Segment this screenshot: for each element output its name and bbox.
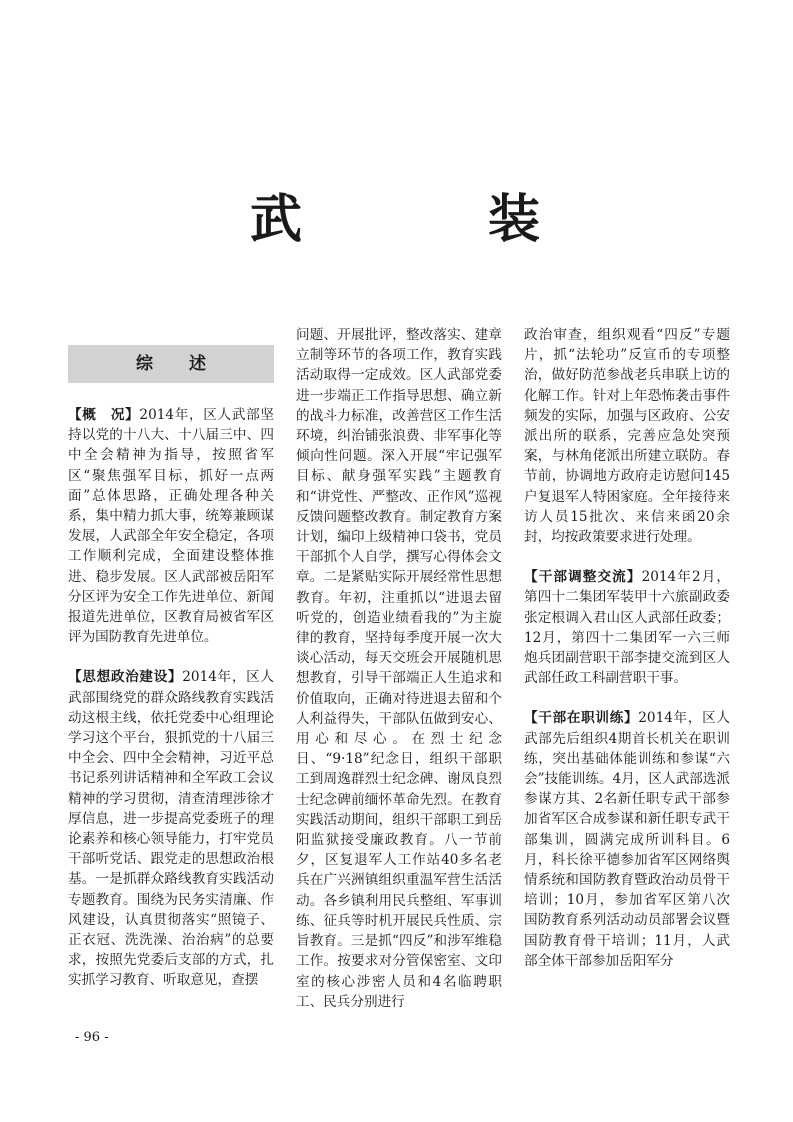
section-title: 综述: [136, 353, 242, 374]
page-number: - 96 -: [75, 1030, 109, 1045]
chapter-title-char-1: 武: [250, 190, 303, 250]
paragraph-political: [68, 667, 274, 990]
paragraph-heading: 【干部在职训练】: [524, 710, 639, 727]
chapter-title: [0, 185, 793, 255]
paragraph-heading: 【思想政治建设】: [68, 669, 183, 686]
paragraph-continued: [524, 325, 730, 547]
paragraph-heading: 【干部调整交流】: [524, 569, 642, 586]
chapter-title-char-2: 装: [488, 190, 541, 250]
section-banner: [68, 345, 274, 383]
paragraph-heading: 【概 况】: [68, 407, 140, 423]
paragraph-text: 2014年，区人武部围绕党的群众路线教育实践活动这根主线，依托党委中心组理论学习这个平台，狠抓党的十八届三中全会、四中全会精神，习近平总书记系列讲话精神和全军政工会议精神的学习贯彻，清查清理涉徐才厚信息，进一步提高党委班子的理论素养和核心领导能力，打牢党员干部听党话、跟党走的思想政治根基。一是抓群众路线教育实践活动专题教育。围绕为民务实清廉、作风建设，认真贯彻落实“照镜子、正衣冠、洗洗澡、治治病”的总要求，按照先党委后支部的方式，扎实抓学习教育、听取意见，查摆: [68, 669, 274, 989]
column-right: [524, 325, 730, 991]
column-middle: [296, 325, 502, 1012]
column-left: [68, 345, 274, 1011]
paragraph-cadre-training: [524, 708, 730, 971]
paragraph-text: 2014年2月，第四十二集团军装甲十六旅副政委张定根调入君山区人武部任政委；12月，第四十二集团军一六三师炮兵团副营职干部李捷交流到区人武部任政工科副营职干事。: [524, 569, 730, 687]
paragraph-cadre-transfer: [524, 567, 730, 688]
paragraph-overview: [68, 405, 274, 647]
paragraph-text: 2014年，区人武部先后组织4期首长机关在职训练，突出基础体能训练和参谋“六会”技能训练。4月，区人武部选派参谋方其、2名新任职专武干部参加省军区合成参谋和新任职专武干部集训，圆满完成所训科目。6月，科长徐平德参加省军区网络舆情系统和国防教育暨政治动员骨干培训；10月，参加省军区第八次国防教育系列活动动员部署会议暨国防教育骨干培训；11月，人武部全体干部参加岳阳军分: [524, 710, 730, 969]
paragraph-text: 政治审查，组织观看“四反”专题片，抓“法轮功”反宣币的专项整治，做好防范参战老兵串联上访的化解工作。针对上年恐怖袭击事件频发的实际，加强与区政府、公安派出所的联系，完善应急处突预案，与林角佬派出所建立联防。春节前，协调地方政府走访慰问145户复退军人特困家庭。全年接待来访人员15批次、来信来函20余封，均按政策要求进行处理。: [524, 327, 730, 546]
paragraph-text: 2014年，区人武部坚持以党的十八大、十八届三中、四中全会精神为指导，按照省军区“聚焦强军目标，抓好一点两面”总体思路，正确处理各种关系，集中精力抓大事，统筹兼顾谋发展，人武部全年安全稳定，各项工作顺利完成，全面建设整体推进、稳步发展。区人武部被岳阳军分区评为安全工作先进单位、新闻报道先进单位，区教育局被省军区评为国防教育先进单位。: [68, 407, 274, 646]
paragraph-continued: 问题、开展批评，整改落实、建章立制等环节的各项工作，教育实践活动取得一定成效。区人武部党委进一步端正工作指导思想、确立新的战斗力标准，改善营区工作生活环境，纠治铺张浪费、非军事化等倾向性问题。深入开展“牢记强军目标、献身强军实践”主题教育和“讲党性、严整改、正作风”巡视反馈问题整改教育。制定教育方案计划，编印上级精神口袋书，党员干部抓个人自学，撰写心得体会文章。二是紧贴实际开展经常性思想教育。年初，注重抓以“进退去留听党的，创造业绩看我的”为主旋律的教育，坚持每季度开展一次大谈心活动，每天交班会开展随机思想教育，引导干部端正人生追求和价值取向，正确对待进退去留和个人利益得失，干部队伍做到安心、用心和尽心。在烈士纪念日、“9·18”纪念日，组织干部职工到周逸群烈士纪念碑、谢凤良烈士纪念碑前缅怀革命先烈。在教育实践活动期间，组织干部职工到岳阳监狱接受廉政教育。八一节前夕，区复退军人工作站40多名老兵在广兴洲镇组织重温军营生活活动。各乡镇利用民兵整组、军事训练、征兵等时机开展民兵性质、宗旨教育。三是抓“四反”和涉军维稳工作。按要求对分管保密室、文印室的核心涉密人员和4名临聘职工、民兵分别进行: [296, 327, 502, 1010]
